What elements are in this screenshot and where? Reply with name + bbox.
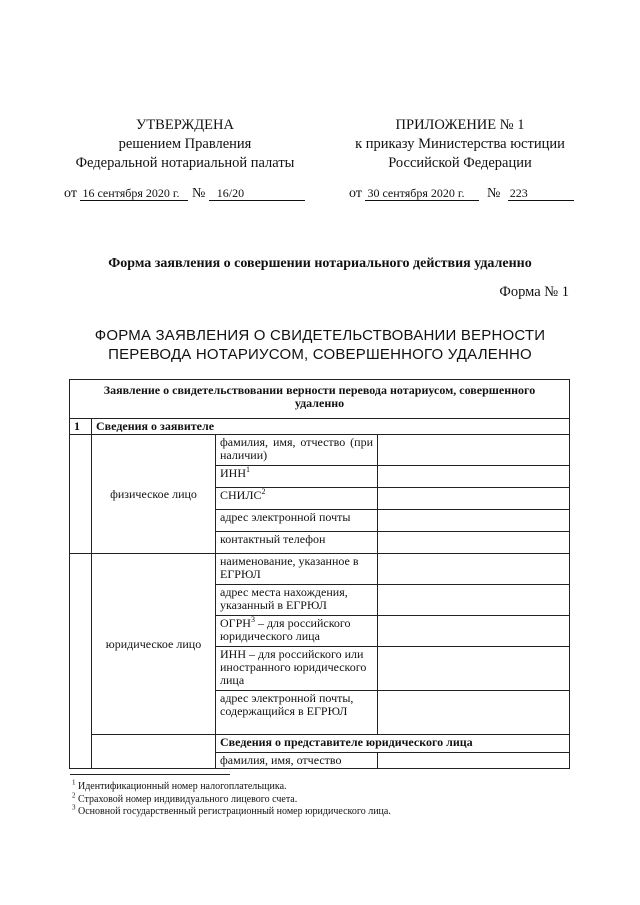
field-individual-phone: контактный телефон <box>216 532 378 554</box>
field-individual-inn: ИНН$^1$ <box>216 466 378 488</box>
field-legal-inn: ИНН – для российского или иностранного юридического лица <box>216 647 378 691</box>
footnote-2: $^2$ Страховой номер индивидуального лицевого счета. <box>72 791 298 805</box>
input-legal-address[interactable] <box>378 585 570 616</box>
empty-cell <box>70 435 92 554</box>
field-legal-ogrn: ОГРН$^3$ – для российского юридического лица <box>216 616 378 647</box>
application-form-table <box>69 379 570 769</box>
input-legal-ogrn[interactable] <box>378 616 570 647</box>
input-legal-inn[interactable] <box>378 647 570 691</box>
appendix-number-label: № <box>486 186 501 201</box>
approval-line-2: решением Правления <box>118 136 252 152</box>
footnote-1: $^1$ Идентификационный номер налогоплательщика. <box>72 778 287 792</box>
field-legal-name: наименование, указанное в ЕГРЮЛ <box>216 554 378 585</box>
input-representative-name[interactable] <box>378 753 570 769</box>
appendix-from-label: от <box>349 186 362 201</box>
main-title-line-2: ПЕРЕВОДА НОТАРИУСОМ, СОВЕРШЕННОГО УДАЛЕННО <box>108 346 532 363</box>
approval-date-line <box>64 186 305 202</box>
footnote-3: $^3$ Основной государственный регистрационный номер юридического лица. <box>72 803 391 817</box>
input-individual-inn[interactable] <box>378 466 570 488</box>
form-number: Форма № 1 <box>499 284 569 300</box>
appendix-number: 223 <box>508 186 574 201</box>
input-legal-name[interactable] <box>378 554 570 585</box>
main-title-line-1: ФОРМА ЗАЯВЛЕНИЯ О СВИДЕТЕЛЬСТВОВАНИИ ВЕРНОСТИ <box>94 327 546 344</box>
footnote-divider <box>70 774 230 775</box>
input-individual-email[interactable] <box>378 510 570 532</box>
table-header: Заявление о свидетельствовании верности перевода нотариусом, совершенного удаленно <box>70 380 570 419</box>
empty-cell <box>70 554 92 769</box>
field-legal-email: адрес электронной почты, содержащийся в ЕГРЮЛ <box>216 691 378 735</box>
section-number: 1 <box>70 419 92 435</box>
appendix-date: 30 сентября 2020 г. <box>365 186 479 201</box>
field-individual-name: фамилия, имя, отчество (при наличии) <box>220 435 373 462</box>
main-title <box>0 326 640 364</box>
approval-line-3: Федеральной нотариальной палаты <box>75 155 295 171</box>
representative-header: Сведения о представителе юридического лица <box>216 735 570 753</box>
approval-number: 16/20 <box>209 186 305 201</box>
input-legal-email[interactable] <box>378 691 570 735</box>
individual-label: физическое лицо <box>92 435 216 554</box>
appendix-line-3: Российской Федерации <box>388 155 532 171</box>
appendix-line-2: к приказу Министерства юстиции <box>355 136 565 152</box>
field-legal-address: адрес места нахождения, указанный в ЕГРЮЛ <box>216 585 378 616</box>
form-title: Форма заявления о совершении нотариального действия удаленно <box>108 256 532 271</box>
input-individual-snils[interactable] <box>378 488 570 510</box>
field-individual-snils: СНИЛС$^2$ <box>216 488 378 510</box>
field-individual-email: адрес электронной почты <box>216 510 378 532</box>
approval-date: 16 сентября 2020 г. <box>80 186 188 201</box>
empty-cell <box>92 735 216 769</box>
appendix-title: ПРИЛОЖЕНИЕ № 1 <box>395 117 525 133</box>
approval-title: УТВЕРЖДЕНА <box>136 117 234 133</box>
approval-from-label: от <box>64 186 77 201</box>
legal-entity-label: юридическое лицо <box>92 554 216 735</box>
appendix-date-line <box>349 186 574 202</box>
approval-number-label: № <box>191 186 206 201</box>
field-representative-name: фамилия, имя, отчество <box>216 753 378 769</box>
input-individual-phone[interactable] <box>378 532 570 554</box>
approval-block <box>60 116 310 173</box>
footnotes <box>72 778 391 819</box>
appendix-block <box>340 116 580 173</box>
section-title: Сведения о заявителе <box>92 419 570 435</box>
input-individual-name[interactable] <box>378 435 570 466</box>
